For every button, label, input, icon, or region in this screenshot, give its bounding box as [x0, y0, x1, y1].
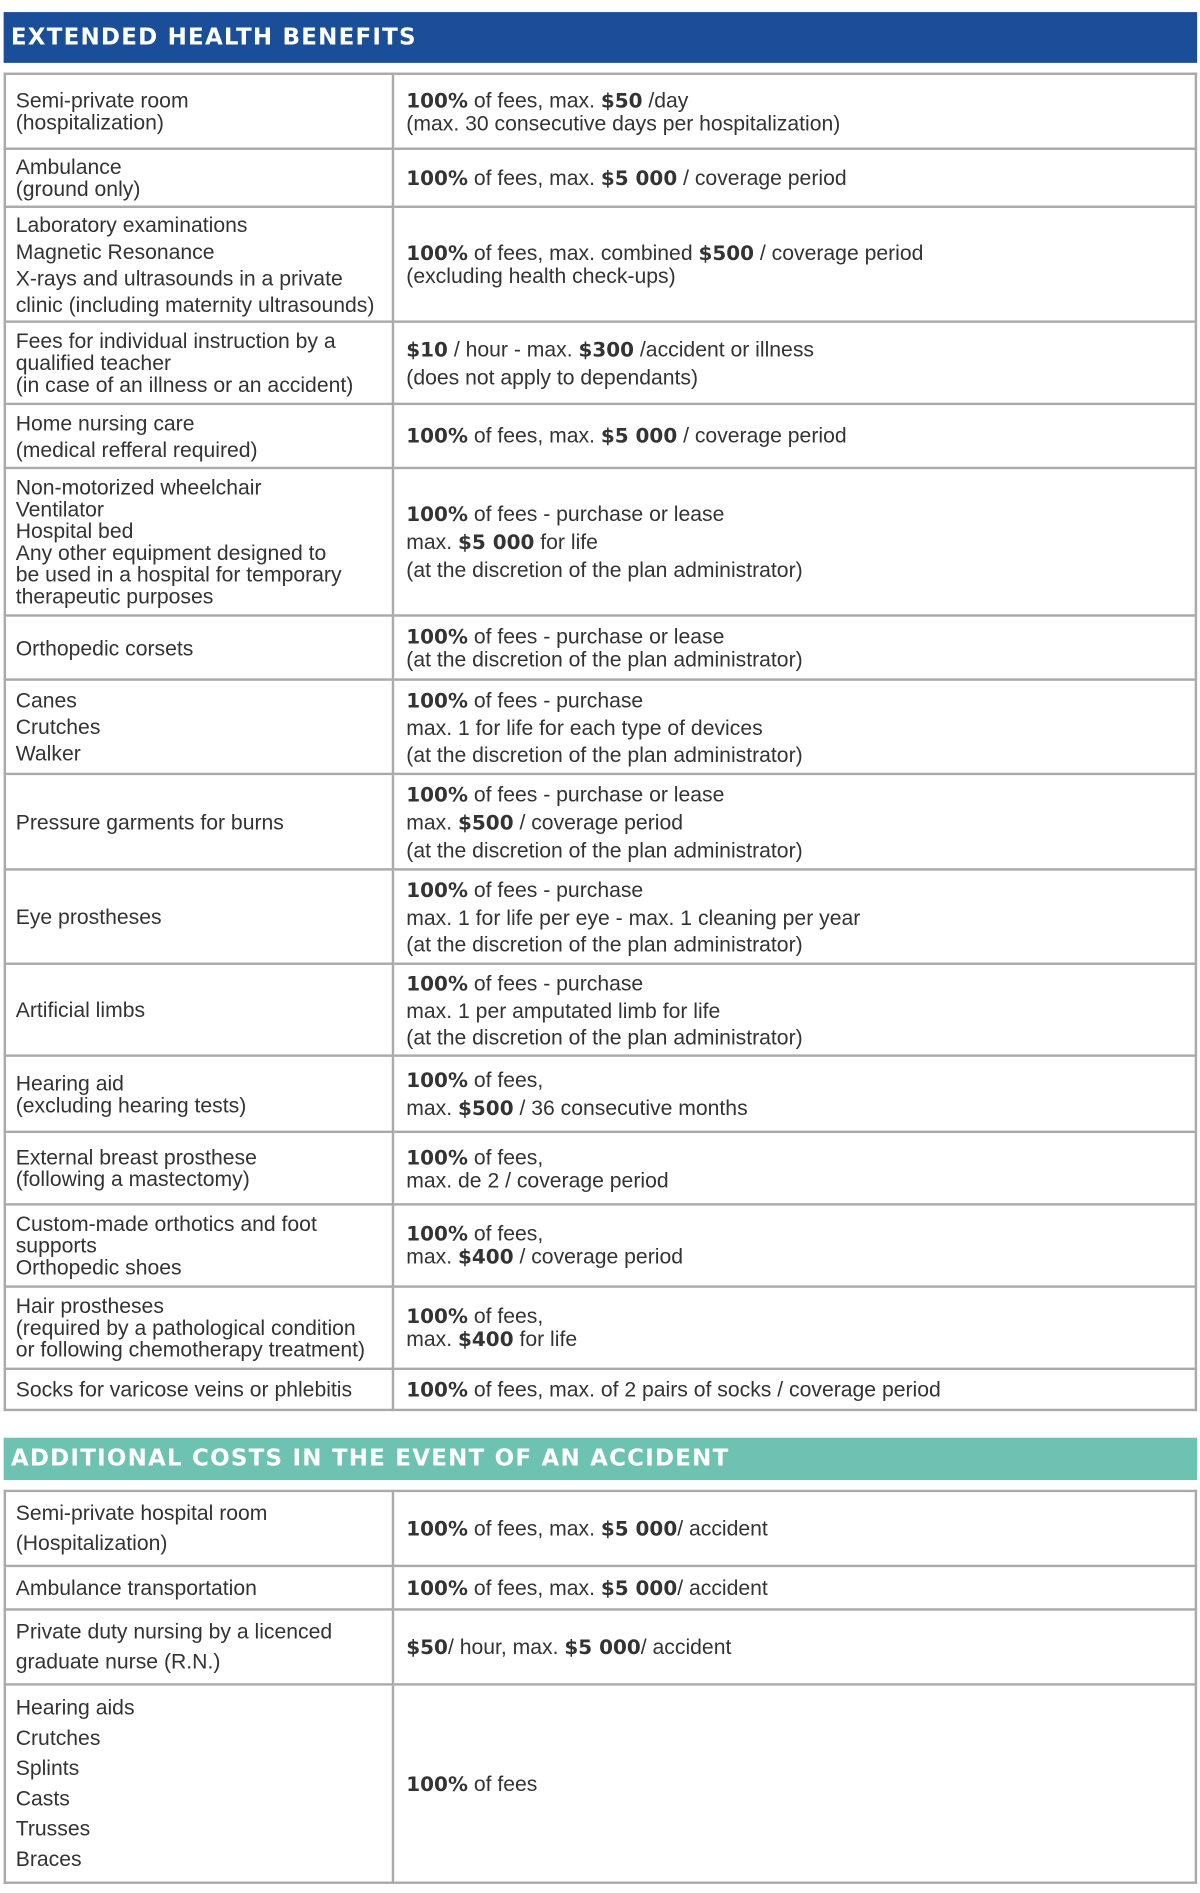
benefit-item-line: Any other equipment designed to	[15, 540, 327, 565]
coverage-line: 100% of fees,	[406, 1303, 544, 1328]
coverage-amount: 100%	[406, 971, 468, 995]
table-row	[5, 1056, 1196, 1132]
benefit-item-line: (hospitalization)	[15, 110, 164, 135]
coverage-amount: $50	[600, 88, 643, 112]
table-row	[5, 615, 1196, 679]
benefit-item-line: Splints	[15, 1755, 80, 1780]
coverage-cell	[393, 207, 1196, 322]
coverage-amount: $5 000	[600, 1576, 678, 1600]
benefit-item-cell	[5, 1491, 393, 1566]
benefit-item-line: Crutches	[15, 714, 101, 739]
coverage-amount: 100%	[406, 1516, 468, 1540]
benefit-item-line: External breast prosthese	[15, 1145, 257, 1170]
coverage-cell	[393, 149, 1196, 207]
coverage-cell	[393, 680, 1196, 774]
coverage-line: (at the discretion of the plan administrator)	[406, 837, 803, 862]
coverage-amount: 100%	[406, 1576, 468, 1600]
benefit-item-cell	[5, 1132, 393, 1205]
coverage-line: 100% of fees - purchase or lease	[406, 781, 725, 806]
benefit-item-cell	[5, 1369, 393, 1410]
coverage-line: 100% of fees - purchase	[406, 970, 644, 995]
coverage-line: $10 / hour - max. $300 /accident or illness	[406, 336, 814, 361]
benefit-item-line: Artificial limbs	[15, 997, 146, 1022]
coverage-cell	[393, 869, 1196, 963]
benefit-item-cell	[5, 774, 393, 870]
coverage-cell	[393, 1287, 1196, 1369]
coverage-amount: 100%	[406, 1772, 468, 1796]
benefit-item-line: (Hospitalization)	[15, 1530, 168, 1556]
coverage-line: 100% of fees,	[406, 1144, 544, 1169]
coverage-amount: $400	[458, 1327, 514, 1351]
coverage-amount: 100%	[406, 503, 468, 527]
coverage-cell	[393, 964, 1196, 1056]
benefit-item-cell	[5, 680, 393, 774]
coverage-amount: $5 000	[600, 1516, 678, 1540]
table-row	[5, 1609, 1196, 1684]
coverage-cell	[393, 1369, 1196, 1410]
coverage-line: 100% of fees,	[406, 1067, 544, 1092]
table-row	[5, 1491, 1196, 1566]
benefit-item-line: X-rays and ultrasounds in a private	[15, 265, 343, 290]
coverage-cell	[393, 1609, 1196, 1684]
table-row	[5, 322, 1196, 404]
coverage-line: (does not apply to dependants)	[406, 364, 699, 389]
benefit-item-line: be used in a hospital for temporary	[15, 562, 342, 587]
coverage-line: max. $5 000 for life	[406, 529, 598, 554]
coverage-cell	[393, 404, 1196, 468]
coverage-line: max. $400 / coverage period	[406, 1244, 683, 1269]
coverage-line: (at the discretion of the plan administrator)	[406, 646, 803, 672]
table-row	[5, 964, 1196, 1056]
table-row	[5, 1132, 1196, 1205]
benefit-item-cell	[5, 74, 393, 149]
coverage-cell	[393, 1132, 1196, 1205]
coverage-line: 100% of fees, max. $5 000 / coverage period	[406, 423, 847, 448]
table-row	[5, 468, 1196, 616]
coverage-line: max. $500 / 36 consecutive months	[406, 1094, 748, 1120]
benefit-item-line: Crutches	[15, 1725, 101, 1750]
benefit-item-cell	[5, 1566, 393, 1610]
benefit-item-line: qualified teacher	[15, 350, 172, 375]
coverage-line: max. 1 for life per eye - max. 1 cleaning per year	[406, 905, 861, 930]
coverage-amount: 100%	[406, 1068, 468, 1092]
coverage-amount: 100%	[406, 1145, 468, 1169]
benefit-item-line: therapeutic purposes	[15, 584, 214, 609]
coverage-line: (max. 30 consecutive days per hospitalization)	[406, 110, 841, 135]
coverage-amount: $5 000	[564, 1635, 641, 1659]
benefit-item-line: Ventilator	[15, 496, 104, 522]
benefit-item-line: (ground only)	[15, 176, 141, 201]
coverage-amount: 100%	[406, 688, 468, 712]
benefit-item-cell	[5, 1684, 393, 1882]
coverage-amount: 100%	[406, 625, 468, 649]
benefit-item-line: Custom-made orthotics and foot	[15, 1211, 317, 1236]
table-row	[5, 1684, 1196, 1882]
section-title: EXTENDED HEALTH BENEFITS	[10, 23, 417, 51]
coverage-cell	[393, 1684, 1196, 1882]
benefit-item-line: clinic (including maternity ultrasounds)	[15, 292, 375, 317]
extended-health-benefits-header	[4, 12, 1197, 63]
benefit-item-line: Semi-private hospital room	[15, 1500, 268, 1525]
benefit-item-line: (excluding hearing tests)	[15, 1092, 247, 1117]
coverage-line: 100% of fees	[406, 1770, 538, 1796]
table-row	[5, 1287, 1196, 1369]
coverage-amount: 100%	[406, 1377, 468, 1401]
coverage-line: 100% of fees - purchase or lease	[406, 623, 725, 649]
coverage-line: 100% of fees - purchase or lease	[406, 501, 725, 527]
benefit-item-line: Magnetic Resonance	[15, 238, 215, 264]
coverage-amount: $50	[406, 1635, 448, 1659]
benefit-item-line: (in case of an illness or an accident)	[15, 372, 354, 397]
section-title: ADDITIONAL COSTS IN THE EVENT OF AN ACCIDENT	[10, 1444, 730, 1472]
benefit-item-line: Hospital bed	[15, 518, 134, 543]
benefit-item-cell	[5, 964, 393, 1056]
coverage-cell	[393, 1204, 1196, 1286]
coverage-cell	[393, 74, 1196, 149]
table-row	[5, 1566, 1196, 1610]
coverage-line: max. 1 per amputated limb for life	[406, 998, 721, 1023]
coverage-amount: $500	[458, 1096, 514, 1120]
coverage-line: max. $400 for life	[406, 1326, 578, 1351]
benefit-item-line: Hearing aids	[15, 1695, 135, 1720]
table-row	[5, 404, 1196, 468]
coverage-amount: 100%	[406, 878, 468, 902]
table-row	[5, 1369, 1196, 1410]
benefit-item-line: (following a mastectomy)	[15, 1166, 250, 1192]
coverage-amount: $5 000	[600, 166, 678, 190]
benefit-item-line: Socks for varicose veins or phlebitis	[15, 1377, 353, 1402]
coverage-line: (at the discretion of the plan administrator)	[406, 931, 803, 956]
benefit-item-line: or following chemotherapy treatment)	[15, 1337, 366, 1362]
benefit-item-line: Non-motorized wheelchair	[15, 475, 262, 500]
coverage-amount: 100%	[406, 782, 468, 806]
benefit-item-cell	[5, 149, 393, 207]
coverage-line: 100% of fees, max. of 2 pairs of socks / coverage period	[406, 1376, 941, 1401]
coverage-amount: 100%	[406, 241, 468, 265]
table-row	[5, 207, 1196, 322]
coverage-line: (at the discretion of the plan administrator)	[406, 741, 803, 767]
table-row	[5, 74, 1196, 149]
coverage-amount: 100%	[406, 166, 468, 190]
benefit-item-cell	[5, 1609, 393, 1684]
coverage-line: 100% of fees - purchase	[406, 877, 644, 902]
coverage-line: max. 1 for life for each type of devices	[406, 715, 763, 740]
coverage-line: 100% of fees - purchase	[406, 687, 644, 712]
accident-costs-header	[4, 1438, 1197, 1480]
coverage-line: 100% of fees, max. $50 /day	[406, 87, 689, 112]
benefit-item-cell	[5, 468, 393, 616]
benefit-item-line: Casts	[15, 1785, 70, 1811]
coverage-cell	[393, 1056, 1196, 1132]
table-row	[5, 869, 1196, 963]
coverage-line: max. de 2 / coverage period	[406, 1167, 669, 1192]
benefit-item-line: Laboratory examinations	[15, 212, 248, 237]
coverage-line: 100% of fees,	[406, 1221, 544, 1246]
benefit-item-line: Hair prostheses	[15, 1293, 164, 1319]
coverage-line: max. $500 / coverage period	[406, 809, 683, 834]
benefit-item-cell	[5, 869, 393, 963]
benefit-item-line: Trusses	[15, 1816, 91, 1841]
benefit-item-cell	[5, 404, 393, 468]
coverage-cell	[393, 1566, 1196, 1610]
benefit-item-line: Braces	[15, 1846, 82, 1871]
coverage-line: 100% of fees, max. $5 000/ accident	[406, 1574, 768, 1600]
benefit-item-cell	[5, 322, 393, 404]
benefit-item-line: Orthopedic shoes	[15, 1255, 182, 1280]
coverage-amount: $10	[406, 337, 448, 361]
coverage-amount: $300	[578, 337, 635, 361]
coverage-line: (at the discretion of the plan administrator)	[406, 1024, 803, 1049]
table-row	[5, 774, 1196, 870]
benefit-item-line: Hearing aid	[15, 1070, 124, 1095]
table-row	[5, 1204, 1196, 1286]
benefit-item-line: Semi-private room	[15, 88, 189, 113]
benefit-item-line: Pressure garments for burns	[15, 809, 284, 834]
benefit-item-line: Ambulance transportation	[15, 1574, 257, 1600]
benefit-item-cell	[5, 1204, 393, 1286]
coverage-amount: $400	[458, 1245, 514, 1269]
coverage-cell	[393, 774, 1196, 870]
benefit-item-line: Private duty nursing by a licenced	[15, 1619, 333, 1644]
coverage-amount: $500	[698, 241, 755, 265]
extended-health-benefits-table	[4, 73, 1197, 1412]
coverage-line: 100% of fees, max. combined $500 / coverage period	[406, 240, 924, 265]
coverage-amount: $500	[458, 810, 514, 834]
coverage-amount: 100%	[406, 1304, 468, 1328]
benefit-item-line: Fees for individual instruction by a	[15, 328, 336, 354]
coverage-cell	[393, 322, 1196, 404]
coverage-amount: 100%	[406, 88, 468, 112]
coverage-line: (excluding health check-ups)	[406, 263, 676, 288]
table-row	[5, 680, 1196, 774]
coverage-amount: 100%	[406, 1222, 468, 1246]
coverage-line: $50/ hour, max. $5 000/ accident	[406, 1634, 732, 1659]
benefit-item-line: Ambulance	[15, 154, 122, 179]
benefit-item-line: (required by a pathological condition	[15, 1315, 356, 1340]
coverage-amount: $5 000	[600, 424, 678, 448]
coverage-line: 100% of fees, max. $5 000 / coverage period	[406, 165, 847, 190]
benefit-item-line: (medical refferal required)	[15, 437, 258, 462]
benefit-item-cell	[5, 207, 393, 322]
coverage-cell	[393, 468, 1196, 616]
coverage-line: (at the discretion of the plan administrator)	[406, 557, 803, 582]
benefit-item-line: supports	[15, 1233, 97, 1258]
benefit-item-line: graduate nurse (R.N.)	[15, 1649, 221, 1674]
table-row	[5, 149, 1196, 207]
coverage-cell	[393, 615, 1196, 679]
benefit-item-cell	[5, 1056, 393, 1132]
benefit-item-cell	[5, 615, 393, 679]
benefit-item-line: Canes	[15, 688, 77, 713]
benefit-item-line: Orthopedic corsets	[15, 635, 194, 660]
coverage-line: 100% of fees, max. $5 000/ accident	[406, 1515, 768, 1540]
benefit-item-line: Eye prostheses	[15, 904, 162, 929]
coverage-cell	[393, 1491, 1196, 1566]
coverage-amount: 100%	[406, 424, 468, 448]
accident-costs-table	[4, 1490, 1197, 1884]
benefit-item-cell	[5, 1287, 393, 1369]
benefit-item-line: Home nursing care	[15, 410, 195, 435]
benefit-item-line: Walker	[15, 741, 81, 766]
coverage-amount: $5 000	[458, 530, 535, 554]
